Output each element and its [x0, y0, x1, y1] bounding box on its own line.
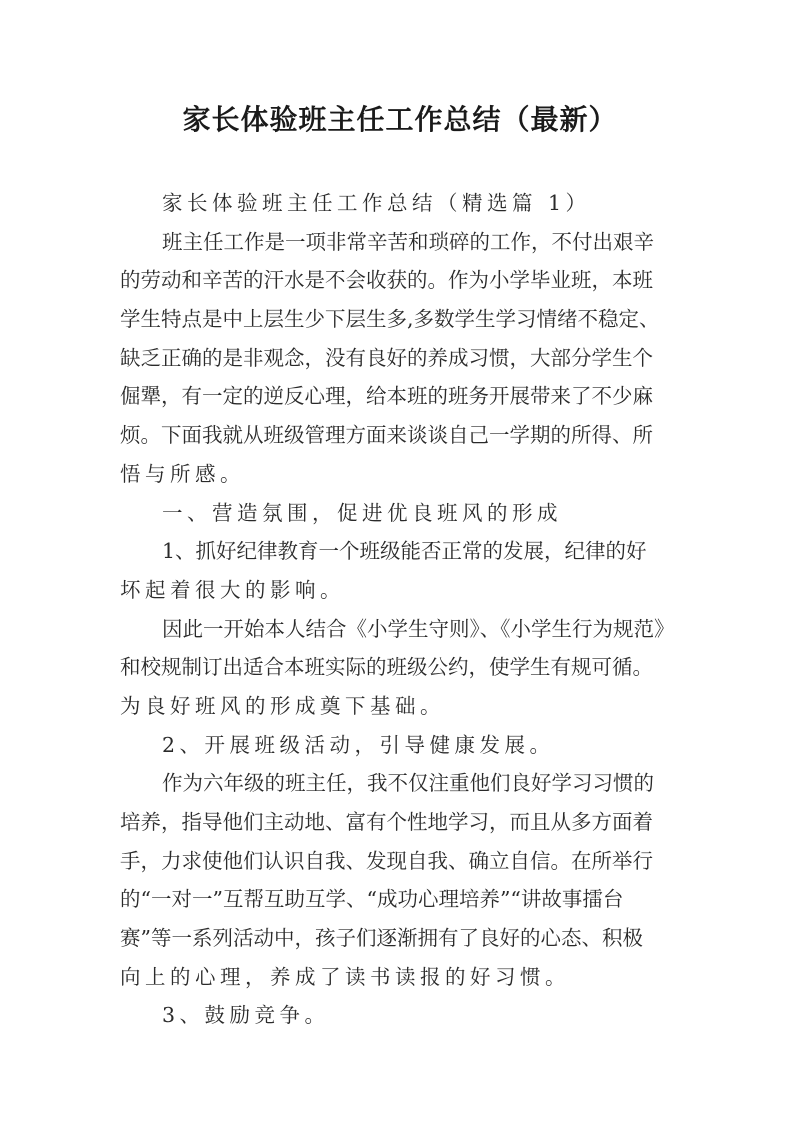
text-line: 烦。下面我就从班级管理方面来谈谈自己一学期的所得、所	[120, 423, 653, 448]
text-line: 向上的心理，养成了读书读报的好习惯。	[120, 964, 570, 989]
paragraph	[120, 532, 647, 609]
paragraph	[120, 726, 604, 765]
paragraph	[120, 223, 660, 494]
text-line: 为良好班风的形成奠下基础。	[120, 693, 445, 718]
text-line: 一、营造氛围，促进优良班风的形成	[162, 500, 562, 525]
text-line: 班主任工作是一项非常辛苦和琐碎的工作，不付出艰辛	[162, 229, 654, 254]
document-body	[120, 184, 675, 1035]
paragraph	[120, 996, 604, 1035]
text-line: 因此一开始本人结合《小学生守则》、《小学生行为规范》	[162, 616, 675, 641]
paragraph	[120, 764, 654, 996]
text-line: 2、开展班级活动，引导健康发展。	[162, 732, 555, 757]
text-line: 的“一对一”互帮互助互学、“成功心理培养”“讲故事擂台	[120, 887, 624, 912]
document-title: 家长体验班主任工作总结（最新）	[182, 103, 618, 136]
text-line: 的劳动和辛苦的汗水是不会收获的。作为小学毕业班，本班	[120, 268, 653, 293]
text-line: 手，力求使他们认识自我、发现自我、确立自信。在所举行	[120, 848, 653, 873]
paragraph	[120, 184, 604, 223]
text-line: 悟与所感。	[120, 461, 245, 486]
text-line: 作为六年级的班主任，我不仅注重他们良好学习习惯的	[162, 771, 654, 796]
text-line: 坏起着很大的影响。	[120, 577, 345, 602]
text-line: 学生特点是中上层生少下层生多,多数学生学习情绪不稳定、	[120, 307, 660, 332]
text-line: 赛”等一系列活动中，孩子们逐渐拥有了良好的心态、积极	[120, 926, 643, 951]
text-line: 1、抓好纪律教育一个班级能否正常的发展，纪律的好	[162, 539, 647, 564]
paragraph	[120, 610, 675, 726]
text-line: 3、鼓励竞争。	[162, 1003, 330, 1028]
text-line: 倔犟，有一定的逆反心理，给本班的班务开展带来了不少麻	[120, 384, 653, 409]
paragraph	[120, 494, 604, 533]
text-line: 培养，指导他们主动地、富有个性地学习，而且从多方面着	[120, 810, 653, 834]
text-line: 和校规制订出适合本班实际的班级公约，使学生有规可循。	[120, 655, 653, 680]
text-line: 缺乏正确的是非观念，没有良好的养成习惯，大部分学生个	[120, 345, 653, 370]
text-line: 家长体验班主任工作总结（精选篇 1）	[162, 191, 591, 215]
